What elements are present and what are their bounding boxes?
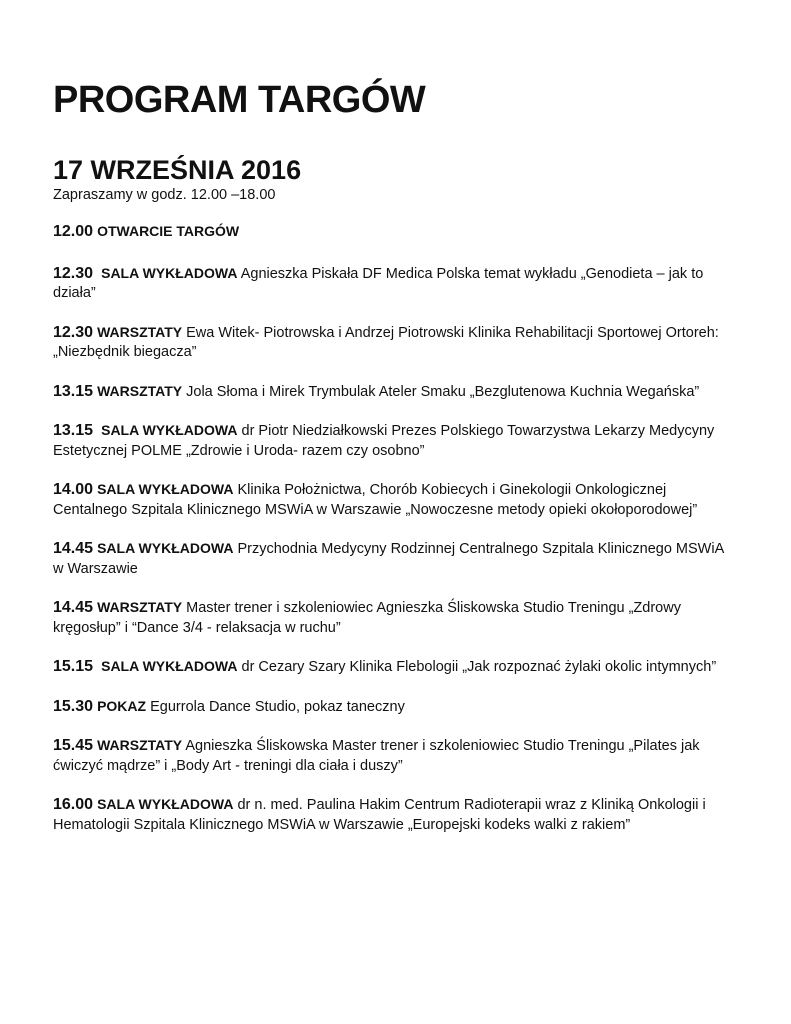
schedule-item-type: WARSZTATY	[97, 323, 183, 340]
schedule-item-time: 12.30	[53, 264, 94, 282]
schedule-item-description: Przychodnia Medycyny Rodzinnej Centralnego Szpitala Klinicznego MSWiA w Warszawie	[53, 541, 724, 577]
schedule-item-time: 12.00	[53, 223, 94, 240]
schedule-item-description: Jola Słoma i Mirek Trymbulak Ateler Smaku „Bezglutenowa Kuchnia Wegańska”	[186, 383, 700, 400]
schedule-item	[53, 598, 733, 638]
schedule-item-type: SALA WYKŁADOWA	[101, 658, 238, 674]
schedule-item	[53, 539, 733, 579]
schedule-item-type: SALA WYKŁADOWA	[97, 796, 234, 812]
schedule-item-time: 16.00	[53, 796, 94, 813]
schedule-item-type: WARSZTATY	[97, 382, 183, 399]
schedule-item-time: 14.45	[53, 540, 94, 557]
schedule-item	[53, 795, 733, 835]
schedule-item-type: WARSZTATY	[97, 737, 183, 753]
schedule-item	[53, 697, 733, 718]
schedule-item-time: 14.45	[53, 599, 94, 616]
schedule-item-description: dr Piotr Niedziałkowski Prezes Polskiego Towarzystwa Lekarzy Medycyny Estetycznej POLME „Zdrowie i Uroda- razem czy osobno”	[53, 423, 715, 459]
schedule-item	[53, 264, 733, 304]
schedule-item-description: Agnieszka Piskała DF Medica Polska temat wykładu „Genodieta – jak to działa”	[53, 265, 704, 301]
schedule-item-time: 15.30	[53, 697, 94, 715]
opening-hours: Zapraszamy w godz. 12.00 –18.00	[53, 187, 276, 203]
schedule-item-time: 14.00	[53, 481, 94, 498]
schedule-item-type: WARSZTATY	[97, 599, 183, 615]
schedule-item-description: Ewa Witek- Piotrowska i Andrzej Piotrowski Klinika Rehabilitacji Sportowej Ortoreh: „Niezbędnik biegacza”	[53, 324, 719, 360]
schedule-item-type: SALA WYKŁADOWA	[101, 264, 238, 281]
schedule-item-description: Master trener i szkoleniowiec Agnieszka Śliskowska Studio Treningu „Zdrowy kręgosłup” i “Dance 3/4 - relaksacja w ruchu”	[53, 600, 681, 636]
schedule-item-type: SALA WYKŁADOWA	[101, 422, 238, 438]
schedule-item-time: 12.30	[53, 323, 94, 341]
schedule-item	[53, 382, 733, 403]
schedule-item-description: dr n. med. Paulina Hakim Centrum Radioterapii wraz z Kliniką Onkologii i Hematologii Szpitala Klinicznego MSWiA w Warszawie „Europejski kodeks walki z rakiem”	[53, 797, 706, 833]
schedule-item	[53, 657, 733, 678]
schedule-item-type: POKAZ	[97, 697, 147, 714]
schedule-item-type: SALA WYKŁADOWA	[97, 481, 234, 497]
document-title: PROGRAM TARGÓW	[53, 79, 426, 121]
schedule-item	[53, 736, 733, 776]
schedule-item-description: dr Cezary Szary Klinika Flebologii „Jak rozpoznać żylaki okolic intymnych”	[241, 659, 717, 675]
schedule-item	[53, 480, 733, 520]
event-date: 17 WRZEŚNIA 2016	[53, 155, 302, 185]
schedule-item-type: OTWARCIE TARGÓW	[97, 223, 240, 239]
schedule-item-description: Egurrola Dance Studio, pokaz taneczny	[150, 698, 405, 715]
schedule-item	[53, 323, 733, 363]
schedule-item-time: 13.15	[53, 422, 94, 439]
schedule-item-time: 15.15	[53, 658, 94, 675]
schedule-item	[53, 222, 733, 243]
schedule-item-type: SALA WYKŁADOWA	[97, 540, 234, 556]
schedule-item-description: Klinika Położnictwa, Chorób Kobiecych i Ginekologii Onkologicznej Centalnego Szpitala Klinicznego MSWiA w Warszawie „Nowoczesne metody opieki okołoporodowej”	[53, 482, 698, 518]
schedule-item-time: 13.15	[53, 382, 94, 400]
schedule-item-time: 15.45	[53, 737, 94, 754]
schedule-list	[53, 222, 751, 835]
schedule-item-description: Agnieszka Śliskowska Master trener i szkoleniowiec Studio Treningu „Pilates jak ćwiczyć mądrze” i „Body Art - treningi dla ciała i duszy”	[53, 738, 700, 774]
schedule-item	[53, 421, 733, 461]
